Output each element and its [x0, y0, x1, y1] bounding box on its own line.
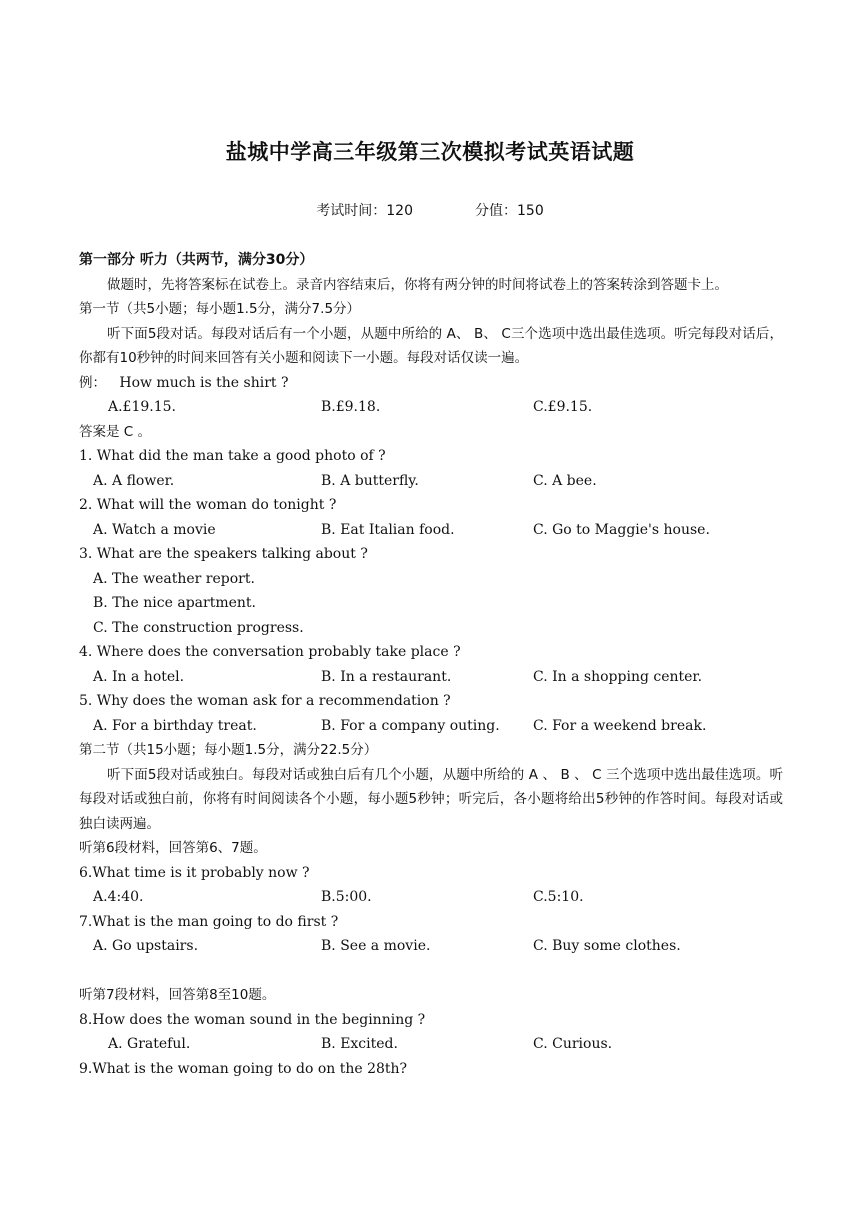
exam-score: 分值：150	[475, 203, 544, 219]
question-1: 1. What did the man take a good photo of ?	[79, 448, 386, 464]
question-7-options	[79, 934, 783, 959]
spacer	[79, 959, 783, 984]
question-5-options	[79, 714, 783, 739]
option-c: C. Buy some clothes.	[533, 938, 681, 954]
question-5: 5. Why does the woman ask for a recommendation ?	[79, 693, 451, 709]
option-a: A. Grateful.	[108, 1036, 191, 1052]
option-c: C. A bee.	[533, 472, 597, 489]
question-7: 7.What is the man going to do first ?	[79, 913, 339, 930]
option-b: B. Eat Italian food.	[321, 521, 455, 538]
page-title: 盐城中学高三年级第三次模拟考试英语试题	[225, 140, 635, 164]
part-instructions: 做题时，先将答案标在试卷上。录音内容结束后，你将有两分钟的时间将试卷上的答案转涂到答题卡上。	[107, 276, 728, 293]
option-c: C. For a weekend break.	[533, 717, 707, 734]
section-heading: 第一节（共5小题；每小题1.5分，满分7.5分）	[79, 301, 361, 317]
exam-body	[79, 248, 783, 1081]
group-heading: 听第6段材料，回答第6、7题。	[79, 840, 267, 856]
example-text: How much is the shirt ?	[119, 374, 289, 391]
option-b: B.5:00.	[321, 889, 372, 905]
question-4-options	[79, 665, 783, 690]
option-c: C.£9.15.	[533, 399, 593, 415]
question-6: 6.What time is it probably now ?	[79, 864, 310, 881]
example-answer: 答案是 C 。	[79, 423, 152, 440]
option-b: B. In a restaurant.	[321, 668, 452, 685]
option-b: B. A butterfly.	[321, 472, 419, 489]
question-1-options	[79, 469, 783, 494]
option-a: A. A flower.	[93, 472, 175, 489]
section-instructions: 听下面5段对话。每段对话后有一个小题，从题中所给的 A、 B、 C三个选项中选出最佳选项。听完每段对话后，你都有10秒钟的时间来回答有关小题和阅读下一小题。每段对话仅读一遍。	[79, 325, 783, 366]
question-9: 9.What is the woman going to do on the 28th?	[79, 1060, 408, 1077]
option-c: C.5:10.	[533, 889, 584, 905]
option-a: A. Go upstairs.	[93, 938, 199, 954]
option-b: B. See a movie.	[321, 938, 431, 954]
example-question	[79, 371, 783, 396]
option-b: B. The nice apartment.	[93, 595, 256, 611]
option-c: C. Curious.	[533, 1036, 613, 1052]
option-a: A. For a birthday treat.	[93, 717, 257, 734]
question-6-options	[79, 885, 783, 910]
option-c: C. The construction progress.	[93, 619, 304, 636]
question-8: 8.How does the woman sound in the beginning ?	[79, 1011, 426, 1028]
option-a: A. The weather report.	[93, 570, 255, 587]
option-a: A.£19.15.	[108, 399, 176, 415]
option-c: C. In a shopping center.	[533, 668, 703, 685]
exam-time: 考试时间：120	[316, 203, 413, 219]
question-8-options	[79, 1032, 783, 1057]
question-2: 2. What will the woman do tonight ?	[79, 497, 337, 513]
option-b: B. For a company outing.	[321, 717, 500, 734]
exam-meta	[0, 200, 860, 220]
option-c: C. Go to Maggie's house.	[533, 521, 710, 538]
option-b: B. Excited.	[321, 1036, 398, 1052]
option-b: B.£9.18.	[321, 399, 381, 415]
part-heading: 第一部分 听力（共两节，满分30分）	[79, 252, 314, 268]
section-heading: 第二节（共15小题；每小题1.5分，满分22.5分）	[79, 742, 378, 758]
option-a: A. Watch a movie	[93, 521, 216, 538]
option-a: A. In a hotel.	[93, 668, 185, 685]
example-options	[79, 395, 783, 420]
group-heading: 听第7段材料，回答第8至10题。	[79, 987, 276, 1003]
question-2-options	[79, 518, 783, 543]
example-label: 例：	[79, 374, 106, 391]
option-a: A.4:40.	[93, 889, 144, 905]
question-4: 4. Where does the conversation probably take place ?	[79, 644, 461, 660]
question-3: 3. What are the speakers talking about ?	[79, 546, 368, 562]
section-instructions: 听下面5段对话或独白。每段对话或独白后有几个小题，从题中所给的 A 、 B 、 C 三个选项中选出最佳选项。听每段对话或独白前，你将有时间阅读各个小题，每小题5秒钟；听完后，各小题将给出5秒钟的作答时间。每段对话或独白读两遍。	[79, 766, 783, 832]
